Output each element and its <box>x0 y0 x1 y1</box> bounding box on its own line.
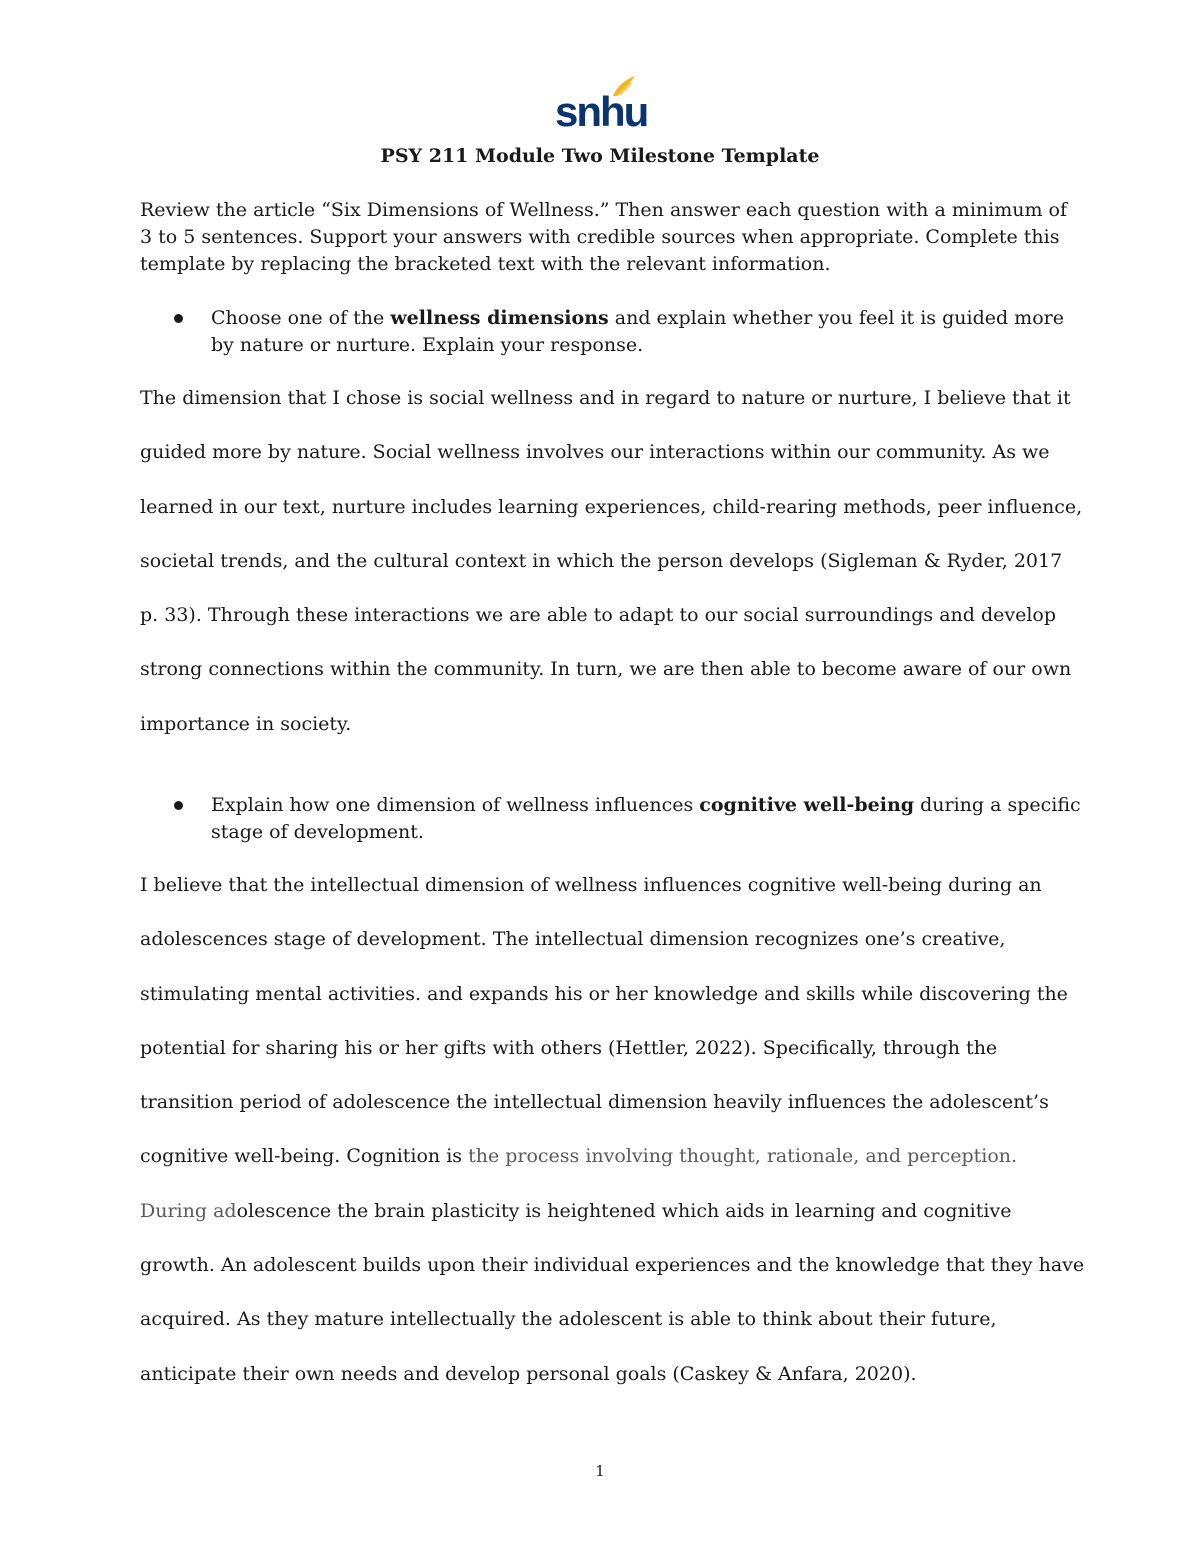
instructions-line: Review the article “Six Dimensions of Wellness.” Then answer each question with a minimum of <box>140 199 1068 221</box>
answer-line: learned in our text, nurture includes learning experiences, child-rearing methods, peer influence, <box>140 495 1083 518</box>
document-title: PSY 211 Module Two Milestone Template <box>380 145 820 167</box>
answer-line: societal trends, and the cultural context in which the person develops (Sigleman & Ryder, 2017 <box>140 549 1063 572</box>
answer-line <box>140 1198 1070 1252</box>
quoted-definition: During ad <box>140 1199 237 1222</box>
answer-line: potential for sharing his or her gifts with others (Hettler, 2022). Specifically, through the <box>140 1036 998 1059</box>
question-text: Choose one of the <box>211 307 391 329</box>
answer-line: strong connections within the community. In turn, we are then able to become aware of our own <box>140 658 1072 681</box>
question-line <box>211 792 1081 819</box>
question-text: and explain whether you feel it is guided more <box>608 307 1064 329</box>
page-number: 1 <box>595 1462 605 1480</box>
answer-line: p. 33). Through these interactions we are able to adapt to our social surroundings and develop <box>140 604 1057 627</box>
answer-one <box>140 385 1083 765</box>
instructions-line: template by replacing the bracketed text with the relevant information. <box>140 253 831 275</box>
question-text: during a specific <box>914 794 1081 816</box>
question-one-text <box>211 305 1071 359</box>
answer-text: cognitive well-being. Cognition is <box>140 1145 469 1168</box>
snhu-logo <box>553 74 648 135</box>
logo-text: snhu <box>555 88 648 135</box>
bullet-icon <box>174 801 183 810</box>
answer-line: acquired. As they mature intellectually the adolescent is able to think about their future, <box>140 1308 997 1331</box>
answer-line: anticipate their own needs and develop personal goals (Caskey & Anfara, 2020). <box>140 1362 917 1385</box>
question-text: Explain how one dimension of wellness influences <box>211 794 700 816</box>
question-line <box>211 305 1071 332</box>
question-emphasis: cognitive well-being <box>699 794 915 816</box>
answer-line: importance in society. <box>140 712 352 735</box>
answer-two <box>140 872 1085 1415</box>
answer-line: I believe that the intellectual dimension of wellness influences cognitive well-being during an <box>140 874 1042 896</box>
answer-line: The dimension that I chose is social wellness and in regard to nature or nurture, I believe that it <box>140 387 1071 409</box>
instructions-paragraph <box>140 197 1070 278</box>
answer-line: stimulating mental activities. and expands his or her knowledge and skills while discovering the <box>140 982 1068 1005</box>
question-line: stage of development. <box>211 821 424 843</box>
answer-line: growth. An adolescent builds upon their individual experiences and the knowledge that they have <box>140 1254 1085 1277</box>
answer-line: guided more by nature. Social wellness involves our interactions within our community. As we <box>140 441 1050 464</box>
bullet-icon <box>174 314 183 323</box>
question-emphasis: wellness dimensions <box>390 307 609 329</box>
answer-line: transition period of adolescence the intellectual dimension heavily influences the adolescent’s <box>140 1091 1049 1114</box>
quoted-definition: the process involving thought, rationale, and perception. <box>468 1145 1018 1168</box>
answer-line <box>140 1143 1070 1197</box>
question-line: by nature or nurture. Explain your response. <box>211 334 644 356</box>
question-two-text <box>211 792 1081 846</box>
instructions-line: 3 to 5 sentences. Support your answers with credible sources when appropriate. Complete this <box>140 226 1060 248</box>
answer-text: olescence the brain plasticity is heightened which aids in learning and cognitive <box>236 1199 1012 1222</box>
answer-line: adolescences stage of development. The intellectual dimension recognizes one’s creative, <box>140 928 1006 951</box>
